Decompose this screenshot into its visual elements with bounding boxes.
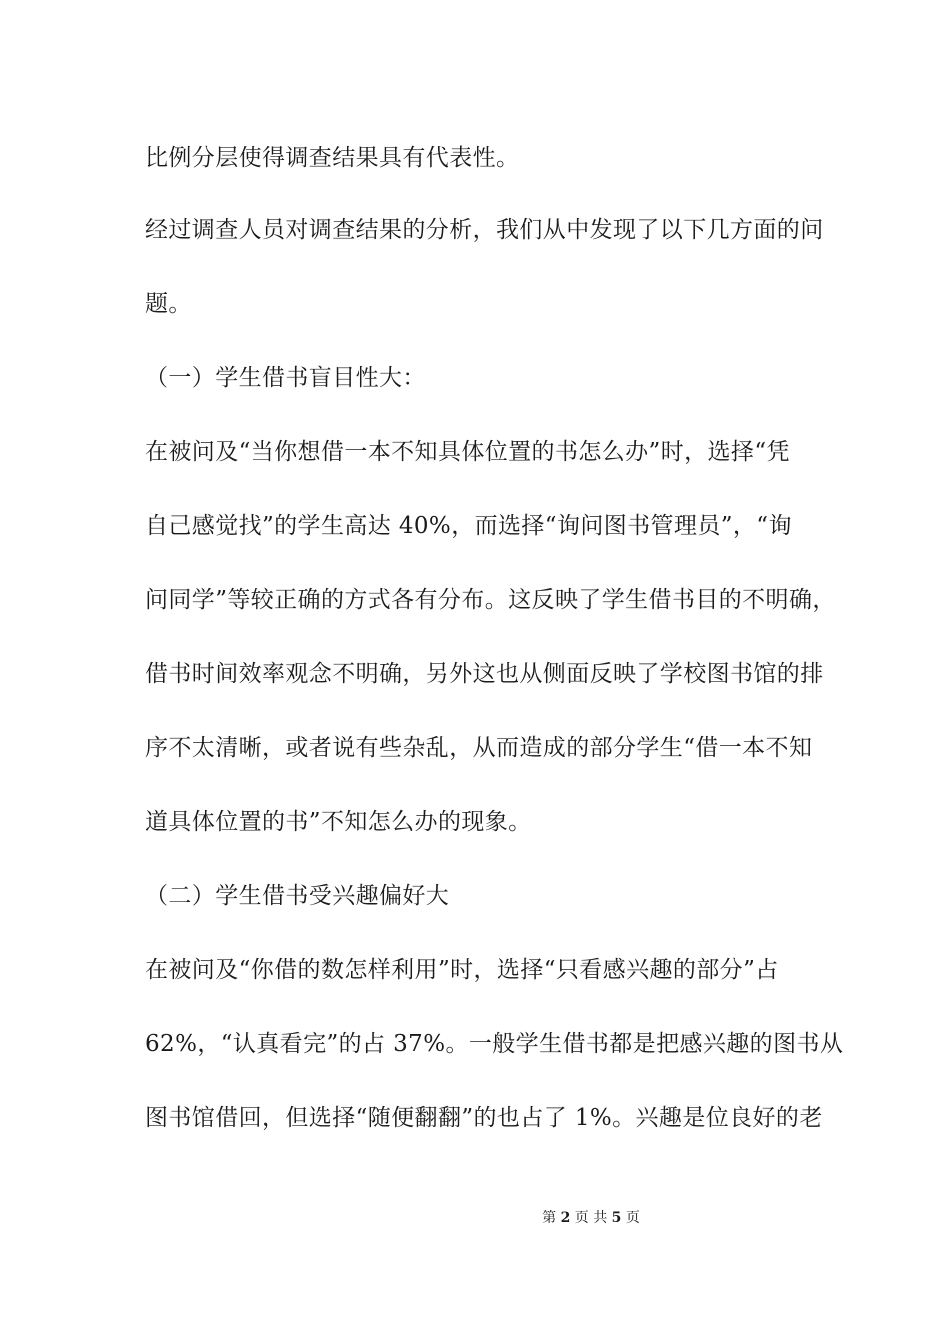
body-text-line: 题。 <box>145 291 192 317</box>
body-text-line: 问同学”等较正确的方式各有分布。这反映了学生借书目的不明确， <box>145 587 836 613</box>
section-heading: （二）学生借书受兴趣偏好大 <box>145 883 450 909</box>
body-text-line: 自己感觉找”的学生高达 40%，而选择“询问图书管理员”，“询 <box>145 513 792 539</box>
body-text-line: 道具体位置的书”不知怎么办的现象。 <box>145 809 532 835</box>
body-text-line: 在被问及“当你想借一本不知具体位置的书怎么办”时，选择“凭 <box>145 439 790 465</box>
section-heading: （一）学生借书盲目性大： <box>145 365 426 391</box>
body-text-line: 图书馆借回，但选择“随便翻翻”的也占了 1%。兴趣是位良好的老 <box>145 1105 823 1131</box>
body-text-line: 62%，“认真看完”的占 37%。一般学生借书都是把感兴趣的图书从 <box>145 1031 844 1057</box>
footer-middle: 页 共 <box>574 1210 608 1226</box>
current-page-number: 2 <box>560 1210 571 1226</box>
body-text-line: 在被问及“你借的数怎样利用”时，选择“只看感兴趣的部分”占 <box>145 957 779 983</box>
body-text-line: 借书时间效率观念不明确，另外这也从侧面反映了学校图书馆的排 <box>145 661 824 687</box>
body-text-line: 经过调查人员对调查结果的分析，我们从中发现了以下几方面的问 <box>145 217 824 243</box>
total-page-number: 5 <box>611 1210 622 1226</box>
footer-suffix: 页 <box>625 1210 640 1226</box>
footer-prefix: 第 <box>542 1210 557 1226</box>
body-text-line: 序不太清晰，或者说有些杂乱，从而造成的部分学生“借一本不知 <box>145 735 813 761</box>
body-text-line: 比例分层使得调查结果具有代表性。 <box>145 145 520 171</box>
page-footer <box>0 1208 950 1228</box>
